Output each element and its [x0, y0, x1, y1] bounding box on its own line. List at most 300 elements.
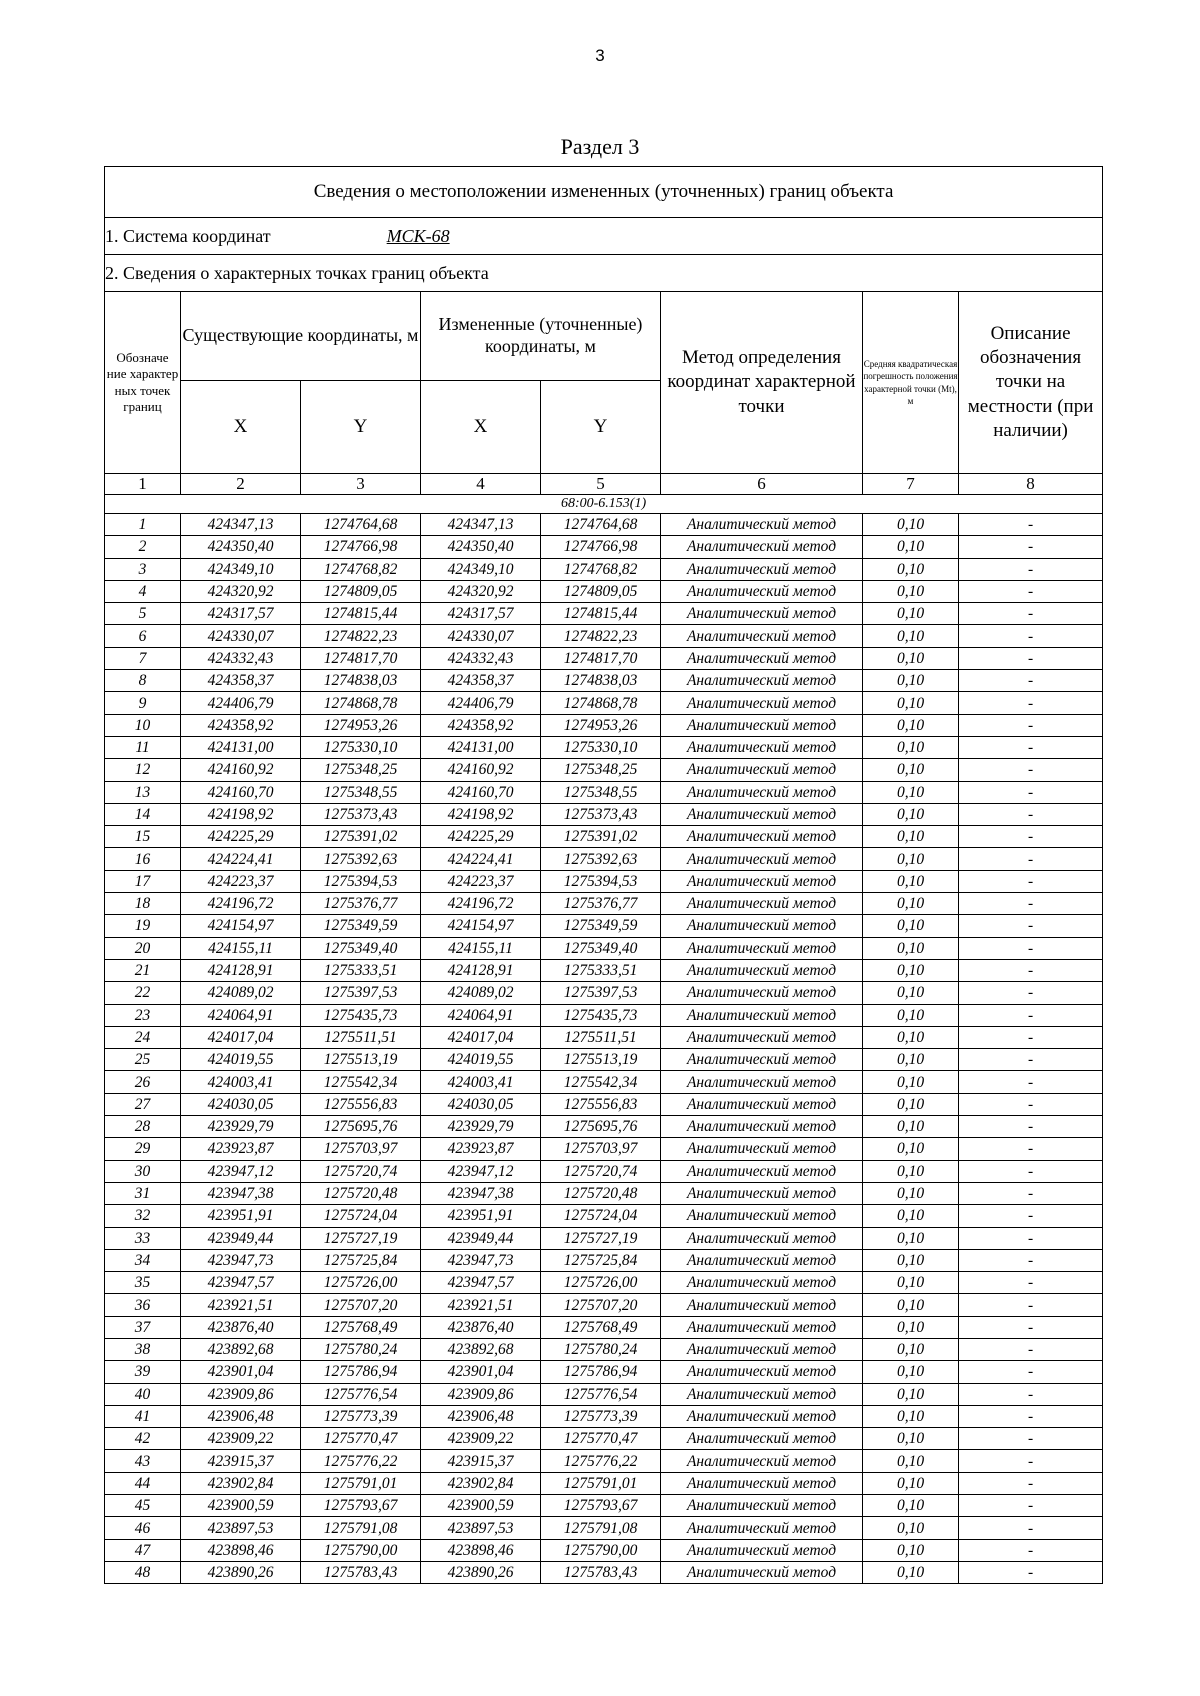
changed-x: 423876,40 [421, 1316, 541, 1338]
existing-y: 1275776,54 [301, 1383, 421, 1405]
boundary-points-table [104, 166, 1103, 1584]
existing-x: 424196,72 [181, 893, 301, 915]
description: - [959, 1205, 1103, 1227]
point-number: 45 [105, 1495, 181, 1517]
changed-x: 423909,86 [421, 1383, 541, 1405]
header-error: Средняя квадратическая погрешность положения характерной точки (Mt), м [863, 292, 959, 474]
method: Аналитический метод [661, 915, 863, 937]
method: Аналитический метод [661, 536, 863, 558]
changed-x: 423947,38 [421, 1182, 541, 1204]
error: 0,10 [863, 759, 959, 781]
existing-x: 423902,84 [181, 1472, 301, 1494]
point-number: 25 [105, 1049, 181, 1071]
description: - [959, 714, 1103, 736]
description: - [959, 670, 1103, 692]
existing-x: 424224,41 [181, 848, 301, 870]
table-row [105, 580, 1103, 602]
changed-y: 1275513,19 [541, 1049, 661, 1071]
point-number: 1 [105, 514, 181, 536]
existing-x: 423929,79 [181, 1116, 301, 1138]
changed-x: 423892,68 [421, 1338, 541, 1360]
error: 0,10 [863, 625, 959, 647]
point-number: 18 [105, 893, 181, 915]
description: - [959, 1249, 1103, 1271]
error: 0,10 [863, 803, 959, 825]
description: - [959, 1338, 1103, 1360]
method: Аналитический метод [661, 647, 863, 669]
point-number: 3 [105, 558, 181, 580]
existing-y: 1275703,97 [301, 1138, 421, 1160]
existing-x: 423909,22 [181, 1428, 301, 1450]
method: Аналитический метод [661, 1049, 863, 1071]
existing-y: 1275720,48 [301, 1182, 421, 1204]
table-row [105, 603, 1103, 625]
method: Аналитический метод [661, 1561, 863, 1583]
table-row [105, 1472, 1103, 1494]
changed-y: 1274953,26 [541, 714, 661, 736]
error: 0,10 [863, 781, 959, 803]
points-info-label: 2. Сведения о характерных точках границ объекта [105, 255, 1103, 292]
changed-x: 424332,43 [421, 647, 541, 669]
changed-y: 1275720,74 [541, 1160, 661, 1182]
changed-y: 1275349,59 [541, 915, 661, 937]
existing-x: 423949,44 [181, 1227, 301, 1249]
description: - [959, 1361, 1103, 1383]
changed-x: 423898,46 [421, 1539, 541, 1561]
existing-y: 1275391,02 [301, 826, 421, 848]
header-changed-y: Y [541, 381, 661, 474]
existing-x: 423921,51 [181, 1294, 301, 1316]
existing-x: 424003,41 [181, 1071, 301, 1093]
table-row [105, 536, 1103, 558]
method: Аналитический метод [661, 959, 863, 981]
description: - [959, 1428, 1103, 1450]
existing-x: 423951,91 [181, 1205, 301, 1227]
table-row [105, 1138, 1103, 1160]
column-number: 8 [959, 474, 1103, 495]
method: Аналитический метод [661, 937, 863, 959]
point-number: 15 [105, 826, 181, 848]
table-row [105, 803, 1103, 825]
error: 0,10 [863, 870, 959, 892]
existing-x: 424332,43 [181, 647, 301, 669]
existing-x: 423915,37 [181, 1450, 301, 1472]
column-numbers-row [105, 474, 1103, 495]
changed-y: 1274817,70 [541, 647, 661, 669]
table-row [105, 1049, 1103, 1071]
error: 0,10 [863, 915, 959, 937]
method: Аналитический метод [661, 803, 863, 825]
method: Аналитический метод [661, 1116, 863, 1138]
table-row [105, 1249, 1103, 1271]
error: 0,10 [863, 1561, 959, 1583]
error: 0,10 [863, 1138, 959, 1160]
error: 0,10 [863, 1517, 959, 1539]
existing-y: 1274838,03 [301, 670, 421, 692]
description: - [959, 826, 1103, 848]
existing-x: 424198,92 [181, 803, 301, 825]
table-row [105, 915, 1103, 937]
point-number: 22 [105, 982, 181, 1004]
existing-y: 1275726,00 [301, 1272, 421, 1294]
existing-x: 423897,53 [181, 1517, 301, 1539]
method: Аналитический метод [661, 1294, 863, 1316]
error: 0,10 [863, 893, 959, 915]
error: 0,10 [863, 1316, 959, 1338]
point-number: 7 [105, 647, 181, 669]
changed-y: 1274768,82 [541, 558, 661, 580]
changed-y: 1275725,84 [541, 1249, 661, 1271]
point-number: 27 [105, 1093, 181, 1115]
existing-y: 1275376,77 [301, 893, 421, 915]
existing-x: 423947,12 [181, 1160, 301, 1182]
method: Аналитический метод [661, 1450, 863, 1472]
table-row [105, 1428, 1103, 1450]
changed-y: 1275330,10 [541, 736, 661, 758]
table-row [105, 1160, 1103, 1182]
column-number: 5 [541, 474, 661, 495]
changed-x: 423906,48 [421, 1405, 541, 1427]
existing-x: 423909,86 [181, 1383, 301, 1405]
coord-system-row [105, 218, 1103, 255]
existing-y: 1275349,40 [301, 937, 421, 959]
changed-x: 423923,87 [421, 1138, 541, 1160]
description: - [959, 1450, 1103, 1472]
existing-x: 423923,87 [181, 1138, 301, 1160]
error: 0,10 [863, 1116, 959, 1138]
changed-y: 1275773,39 [541, 1405, 661, 1427]
existing-y: 1275542,34 [301, 1071, 421, 1093]
point-number: 9 [105, 692, 181, 714]
existing-y: 1274815,44 [301, 603, 421, 625]
existing-x: 423898,46 [181, 1539, 301, 1561]
table-row [105, 893, 1103, 915]
point-number: 6 [105, 625, 181, 647]
existing-x: 424160,70 [181, 781, 301, 803]
method: Аналитический метод [661, 1249, 863, 1271]
changed-x: 424320,92 [421, 580, 541, 602]
point-number: 34 [105, 1249, 181, 1271]
table-row [105, 1383, 1103, 1405]
changed-x: 424089,02 [421, 982, 541, 1004]
header-existing-coords: Существующие координаты, м [181, 292, 421, 381]
point-number: 46 [105, 1517, 181, 1539]
existing-y: 1275770,47 [301, 1428, 421, 1450]
point-number: 10 [105, 714, 181, 736]
error: 0,10 [863, 1361, 959, 1383]
description: - [959, 959, 1103, 981]
changed-x: 423947,73 [421, 1249, 541, 1271]
changed-y: 1275703,97 [541, 1138, 661, 1160]
existing-x: 424350,40 [181, 536, 301, 558]
existing-y: 1275724,04 [301, 1205, 421, 1227]
point-number: 11 [105, 736, 181, 758]
changed-x: 424154,97 [421, 915, 541, 937]
column-number: 4 [421, 474, 541, 495]
changed-x: 424349,10 [421, 558, 541, 580]
error: 0,10 [863, 536, 959, 558]
existing-y: 1275791,01 [301, 1472, 421, 1494]
changed-x: 423929,79 [421, 1116, 541, 1138]
table-row [105, 625, 1103, 647]
coord-system-value: МСК-68 [386, 225, 450, 246]
description: - [959, 558, 1103, 580]
table-row [105, 692, 1103, 714]
description: - [959, 625, 1103, 647]
point-number: 2 [105, 536, 181, 558]
table-row [105, 1004, 1103, 1026]
error: 0,10 [863, 1093, 959, 1115]
description: - [959, 736, 1103, 758]
point-number: 21 [105, 959, 181, 981]
existing-x: 424225,29 [181, 826, 301, 848]
changed-x: 423902,84 [421, 1472, 541, 1494]
existing-y: 1275720,74 [301, 1160, 421, 1182]
point-number: 19 [105, 915, 181, 937]
table-row [105, 1093, 1103, 1115]
changed-x: 424224,41 [421, 848, 541, 870]
point-number: 23 [105, 1004, 181, 1026]
description: - [959, 1227, 1103, 1249]
existing-x: 424223,37 [181, 870, 301, 892]
column-number: 7 [863, 474, 959, 495]
changed-x: 423949,44 [421, 1227, 541, 1249]
error: 0,10 [863, 1472, 959, 1494]
table-row [105, 1227, 1103, 1249]
table-row [105, 848, 1103, 870]
description: - [959, 1495, 1103, 1517]
existing-y: 1275392,63 [301, 848, 421, 870]
existing-y: 1275776,22 [301, 1450, 421, 1472]
point-number: 28 [105, 1116, 181, 1138]
error: 0,10 [863, 714, 959, 736]
method: Аналитический метод [661, 1361, 863, 1383]
changed-x: 423890,26 [421, 1561, 541, 1583]
existing-x: 424089,02 [181, 982, 301, 1004]
existing-y: 1274768,82 [301, 558, 421, 580]
description: - [959, 781, 1103, 803]
description: - [959, 982, 1103, 1004]
changed-y: 1274766,98 [541, 536, 661, 558]
error: 0,10 [863, 1071, 959, 1093]
method: Аналитический метод [661, 870, 863, 892]
changed-x: 424317,57 [421, 603, 541, 625]
changed-y: 1275394,53 [541, 870, 661, 892]
existing-y: 1275513,19 [301, 1049, 421, 1071]
method: Аналитический метод [661, 893, 863, 915]
error: 0,10 [863, 826, 959, 848]
point-number: 36 [105, 1294, 181, 1316]
description: - [959, 937, 1103, 959]
method: Аналитический метод [661, 714, 863, 736]
changed-x: 424406,79 [421, 692, 541, 714]
method: Аналитический метод [661, 781, 863, 803]
changed-x: 424330,07 [421, 625, 541, 647]
method: Аналитический метод [661, 1383, 863, 1405]
header-changed-coords: Измененные (уточненные) координаты, м [421, 292, 661, 381]
error: 0,10 [863, 1405, 959, 1427]
table-row [105, 1316, 1103, 1338]
existing-y: 1275780,24 [301, 1338, 421, 1360]
existing-y: 1274822,23 [301, 625, 421, 647]
method: Аналитический метод [661, 1517, 863, 1539]
existing-x: 423947,57 [181, 1272, 301, 1294]
error: 0,10 [863, 1049, 959, 1071]
header-existing-x: X [181, 381, 301, 474]
error: 0,10 [863, 848, 959, 870]
description: - [959, 1472, 1103, 1494]
description: - [959, 1182, 1103, 1204]
description: - [959, 870, 1103, 892]
existing-x: 423890,26 [181, 1561, 301, 1583]
method: Аналитический метод [661, 1338, 863, 1360]
header-method: Метод определения координат характерной точки [661, 292, 863, 474]
existing-x: 424320,92 [181, 580, 301, 602]
method: Аналитический метод [661, 558, 863, 580]
existing-y: 1275773,39 [301, 1405, 421, 1427]
changed-y: 1275791,01 [541, 1472, 661, 1494]
description: - [959, 1272, 1103, 1294]
existing-x: 424330,07 [181, 625, 301, 647]
description: - [959, 1561, 1103, 1583]
changed-y: 1275776,54 [541, 1383, 661, 1405]
existing-y: 1275790,00 [301, 1539, 421, 1561]
description: - [959, 514, 1103, 536]
table-row [105, 1539, 1103, 1561]
error: 0,10 [863, 1227, 959, 1249]
changed-x: 423909,22 [421, 1428, 541, 1450]
point-number: 29 [105, 1138, 181, 1160]
error: 0,10 [863, 736, 959, 758]
column-number: 1 [105, 474, 181, 495]
changed-x: 424350,40 [421, 536, 541, 558]
existing-y: 1274766,98 [301, 536, 421, 558]
existing-x: 424155,11 [181, 937, 301, 959]
existing-x: 424349,10 [181, 558, 301, 580]
table-title: Сведения о местоположении измененных (уточненных) границ объекта [105, 167, 1103, 218]
changed-x: 424358,92 [421, 714, 541, 736]
changed-x: 424030,05 [421, 1093, 541, 1115]
changed-y: 1274868,78 [541, 692, 661, 714]
description: - [959, 1026, 1103, 1048]
method: Аналитический метод [661, 603, 863, 625]
changed-y: 1275435,73 [541, 1004, 661, 1026]
changed-y: 1275783,43 [541, 1561, 661, 1583]
method: Аналитический метод [661, 1428, 863, 1450]
error: 0,10 [863, 580, 959, 602]
table-row [105, 1182, 1103, 1204]
point-number: 4 [105, 580, 181, 602]
changed-x: 423947,12 [421, 1160, 541, 1182]
table-row [105, 1361, 1103, 1383]
table-row [105, 1272, 1103, 1294]
changed-x: 424017,04 [421, 1026, 541, 1048]
existing-y: 1275348,25 [301, 759, 421, 781]
existing-y: 1275349,59 [301, 915, 421, 937]
error: 0,10 [863, 558, 959, 580]
changed-y: 1275348,25 [541, 759, 661, 781]
header-description: Описание обозначения точки на местности (при наличии) [959, 292, 1103, 474]
table-row [105, 1495, 1103, 1517]
column-number: 2 [181, 474, 301, 495]
description: - [959, 1316, 1103, 1338]
existing-y: 1275768,49 [301, 1316, 421, 1338]
changed-x: 423897,53 [421, 1517, 541, 1539]
point-number: 14 [105, 803, 181, 825]
changed-y: 1274838,03 [541, 670, 661, 692]
method: Аналитический метод [661, 1316, 863, 1338]
error: 0,10 [863, 1160, 959, 1182]
changed-x: 423951,91 [421, 1205, 541, 1227]
changed-x: 424160,70 [421, 781, 541, 803]
table-row [105, 1205, 1103, 1227]
changed-y: 1275333,51 [541, 959, 661, 981]
existing-x: 424347,13 [181, 514, 301, 536]
table-row [105, 1450, 1103, 1472]
method: Аналитический метод [661, 692, 863, 714]
point-number: 13 [105, 781, 181, 803]
changed-x: 424198,92 [421, 803, 541, 825]
point-number: 44 [105, 1472, 181, 1494]
method: Аналитический метод [661, 1004, 863, 1026]
point-number: 48 [105, 1561, 181, 1583]
method: Аналитический метод [661, 848, 863, 870]
error: 0,10 [863, 1182, 959, 1204]
table-row [105, 514, 1103, 536]
table-row [105, 1026, 1103, 1048]
existing-x: 423947,73 [181, 1249, 301, 1271]
table-row [105, 781, 1103, 803]
description: - [959, 603, 1103, 625]
method: Аналитический метод [661, 670, 863, 692]
header-changed-x: X [421, 381, 541, 474]
description: - [959, 1539, 1103, 1561]
changed-y: 1275511,51 [541, 1026, 661, 1048]
method: Аналитический метод [661, 1160, 863, 1182]
changed-y: 1275776,22 [541, 1450, 661, 1472]
changed-y: 1275542,34 [541, 1071, 661, 1093]
existing-y: 1275783,43 [301, 1561, 421, 1583]
existing-y: 1274868,78 [301, 692, 421, 714]
column-number: 6 [661, 474, 863, 495]
point-number: 37 [105, 1316, 181, 1338]
section-title: Раздел 3 [560, 134, 640, 159]
changed-y: 1275373,43 [541, 803, 661, 825]
changed-y: 1275720,48 [541, 1182, 661, 1204]
point-number: 17 [105, 870, 181, 892]
method: Аналитический метод [661, 1205, 863, 1227]
error: 0,10 [863, 1338, 959, 1360]
table-row [105, 736, 1103, 758]
description: - [959, 848, 1103, 870]
existing-x: 424406,79 [181, 692, 301, 714]
changed-x: 423900,59 [421, 1495, 541, 1517]
changed-y: 1275726,00 [541, 1272, 661, 1294]
table-row [105, 870, 1103, 892]
changed-x: 424155,11 [421, 937, 541, 959]
error: 0,10 [863, 1004, 959, 1026]
table-row [105, 670, 1103, 692]
table-row [105, 982, 1103, 1004]
table-row [105, 959, 1103, 981]
description: - [959, 647, 1103, 669]
table-row [105, 1517, 1103, 1539]
changed-y: 1275727,19 [541, 1227, 661, 1249]
error: 0,10 [863, 982, 959, 1004]
changed-x: 424064,91 [421, 1004, 541, 1026]
description: - [959, 1405, 1103, 1427]
page-number: 3 [595, 46, 605, 65]
